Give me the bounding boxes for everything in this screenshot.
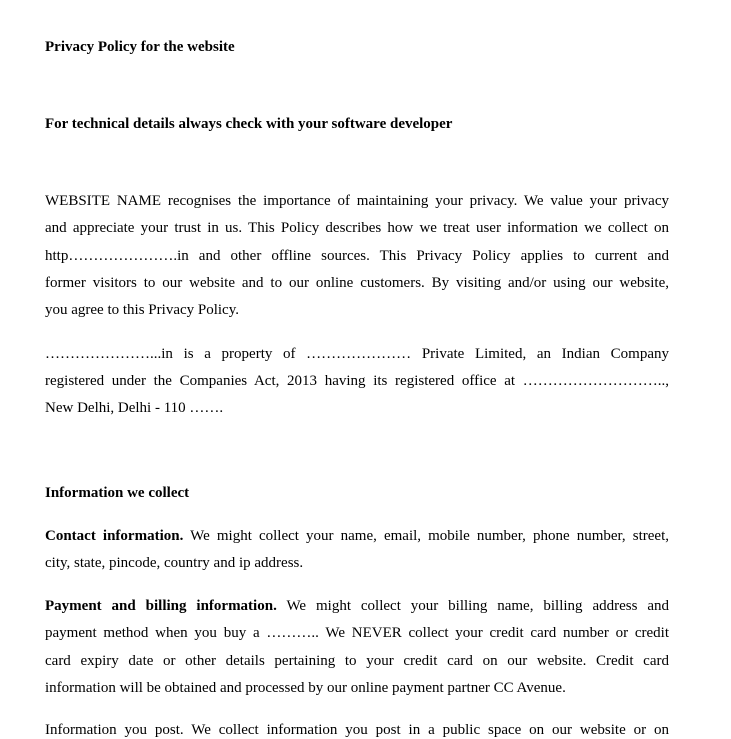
paragraph-line <box>45 527 669 545</box>
cutoff-line: Information you post. We collect information you post in a public space on our website or on <box>45 722 669 738</box>
paragraph-line: you agree to this Privacy Policy. <box>45 302 239 318</box>
paragraph-line: and appreciate your trust in us. This Policy describes how we treat user information we collect on <box>45 220 669 236</box>
technical-notice: For technical details always check with your software developer <box>45 116 453 132</box>
paragraph-line: …………………...in is a property of ………………… Private Limited, an Indian Company <box>45 346 669 362</box>
contact-text: We might collect your name, email, mobile number, phone number, street, <box>183 528 669 544</box>
document-title: Privacy Policy for the website <box>45 39 235 55</box>
paragraph-line: card expiry date or other details pertaining to your credit card on our website. Credit card <box>45 653 669 669</box>
payment-label: Payment and billing information. <box>45 598 277 614</box>
contact-label: Contact information. <box>45 528 184 544</box>
section-heading: Information we collect <box>45 485 190 501</box>
paragraph-line: former visitors to our website and to our online customers. By visiting and/or using our website, <box>45 275 669 291</box>
paragraph-line: registered under the Companies Act, 2013 having its registered office at ……………………….., <box>45 373 669 389</box>
paragraph-line: city, state, pincode, country and ip address. <box>45 555 304 571</box>
paragraph-line: http………………….in and other offline sources. This Privacy Policy applies to current and <box>45 248 669 264</box>
paragraph-line: information will be obtained and processed by our online payment partner CC Avenue. <box>45 680 566 696</box>
paragraph-line: payment method when you buy a ……….. We NEVER collect your credit card number or credit <box>45 625 669 641</box>
payment-text: We might collect your billing name, billing address and <box>276 598 669 614</box>
paragraph-line <box>45 597 669 615</box>
paragraph-line: WEBSITE NAME recognises the importance of maintaining your privacy. We value your privacy <box>45 193 669 209</box>
paragraph-line: New Delhi, Delhi - 110 ……. <box>45 400 224 416</box>
